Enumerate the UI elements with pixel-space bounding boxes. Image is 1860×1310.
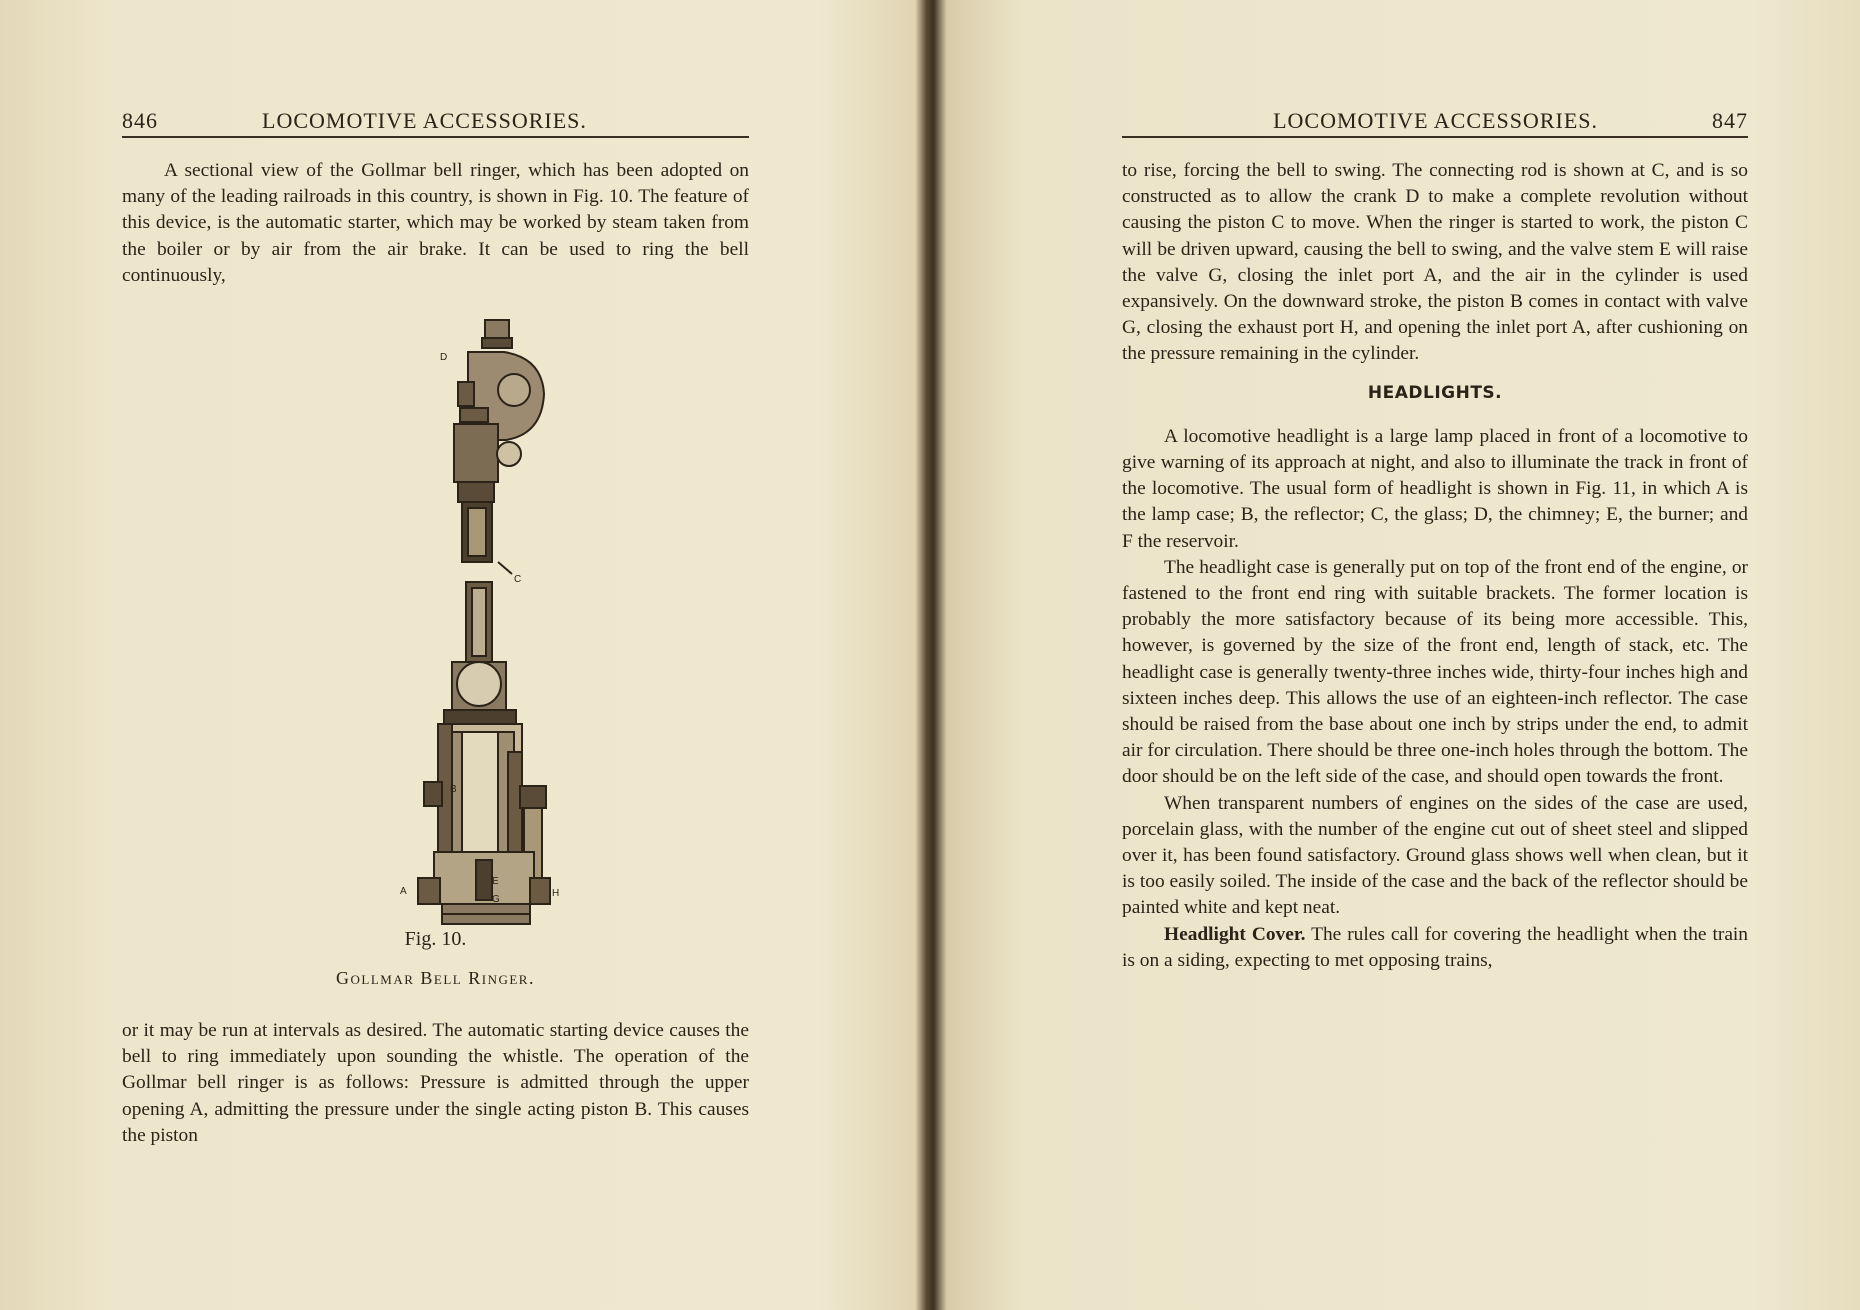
callout-d: D	[440, 352, 448, 363]
right-text	[1122, 158, 1748, 974]
right-paragraph-3: When transparent numbers of engines on the sides of the case are used, porcelain glass, with the number of the engine cut out of sheet steel and slipped over it, has been found satisfactory. Ground glass shows well when clean, but it is too easily soiled. The inside of the case and the back of the reflector should be painted white and kept neat.	[1122, 792, 1748, 919]
right-running-head: LOCOMOTIVE ACCESSORIES.	[1273, 108, 1598, 133]
left-running-head: LOCOMOTIVE ACCESSORIES.	[262, 108, 587, 133]
figure-label: Fig. 10.	[404, 928, 467, 950]
headlight-cover-runin: Headlight Cover.	[1164, 923, 1306, 945]
callout-e: E	[492, 876, 499, 887]
callout-g: G	[492, 894, 500, 905]
callout-c: C	[514, 574, 522, 585]
left-page-number: 846	[122, 108, 158, 133]
right-page-number: 847	[1712, 108, 1748, 133]
right-paragraph-continued: to rise, forcing the bell to swing. The connecting rod is shown at C, and is so constructed as to allow the crank D to make a complete revolution without causing the piston C to move. When the ringer is started to work, the piston C will be driven upward, causing the bell to swing, and the valve stem E will raise the valve G, closing the inlet port A, and the air in the cylinder is used expansively. On the downward stroke, the piston B comes in contact with valve G, closing the exhaust port H, and opening the inlet port A, after cushioning on the pressure remaining in the cylinder.	[1122, 160, 1748, 365]
left-text-top	[122, 158, 749, 289]
callout-a: A	[400, 886, 407, 897]
right-paragraph-4	[1122, 922, 1748, 974]
right-paragraph-4-text: The rules call for covering the headlight when the train is on a siding, expecting to met opposing trains,	[1122, 923, 1749, 971]
left-paragraph-bottom: or it may be run at intervals as desired. The automatic starting device causes the bell to ring immediately upon sounding the whistle. The operation of the Gollmar bell ringer is as follows: Pressure is admitted through the upper opening A, admitting the pressure under the single acting piston B. This causes the piston	[122, 1020, 749, 1146]
left-page	[122, 0, 749, 1310]
right-running-header	[1122, 104, 1748, 138]
callout-b: B	[450, 784, 457, 795]
bell-ringer-illustration	[342, 312, 662, 930]
callout-h: H	[552, 888, 560, 899]
right-paragraph-2: The headlight case is generally put on top of the front end of the engine, or fastened to the front end ring with suitable brackets. The former location is probably the more satisfactory because of its being more accessible. This, however, is governed by the size of the front end, length of stack, etc. The headlight case is generally twenty-three inches wide, thirty-four inches high and sixteen inches deep. This allows the use of an eighteen-inch reflector. The case should be raised from the base about one inch by strips under the end, to admit air for circulation. There should be three one-inch holes through the bottom. The door should be on the left side of the case, and should open towards the front.	[1122, 556, 1748, 788]
right-paragraph-1: A locomotive headlight is a large lamp placed in front of a locomotive to give warning of its approach at night, and also to illuminate the track in front of the locomotive. The usual form of headlight is shown in Fig. 11, in which A is the lamp case; B, the reflector; C, the glass; D, the chimney; E, the burner; and F the reservoir.	[1122, 425, 1748, 552]
section-heading-headlights: HEADLIGHTS.	[1367, 382, 1503, 403]
left-text-bottom	[122, 1018, 749, 1149]
right-page	[1122, 0, 1748, 1310]
left-paragraph-top: A sectional view of the Gollmar bell ringer, which has been adopted on many of the leading railroads in this country, is shown in Fig. 10. The feature of this device, is the automatic starter, which may be worked by steam taken from the boiler or by air from the air brake. It can be used to ring the bell continuously,	[122, 160, 749, 286]
figure-caption: Gollmar Bell Ringer.	[336, 968, 535, 988]
left-running-header	[122, 104, 749, 138]
